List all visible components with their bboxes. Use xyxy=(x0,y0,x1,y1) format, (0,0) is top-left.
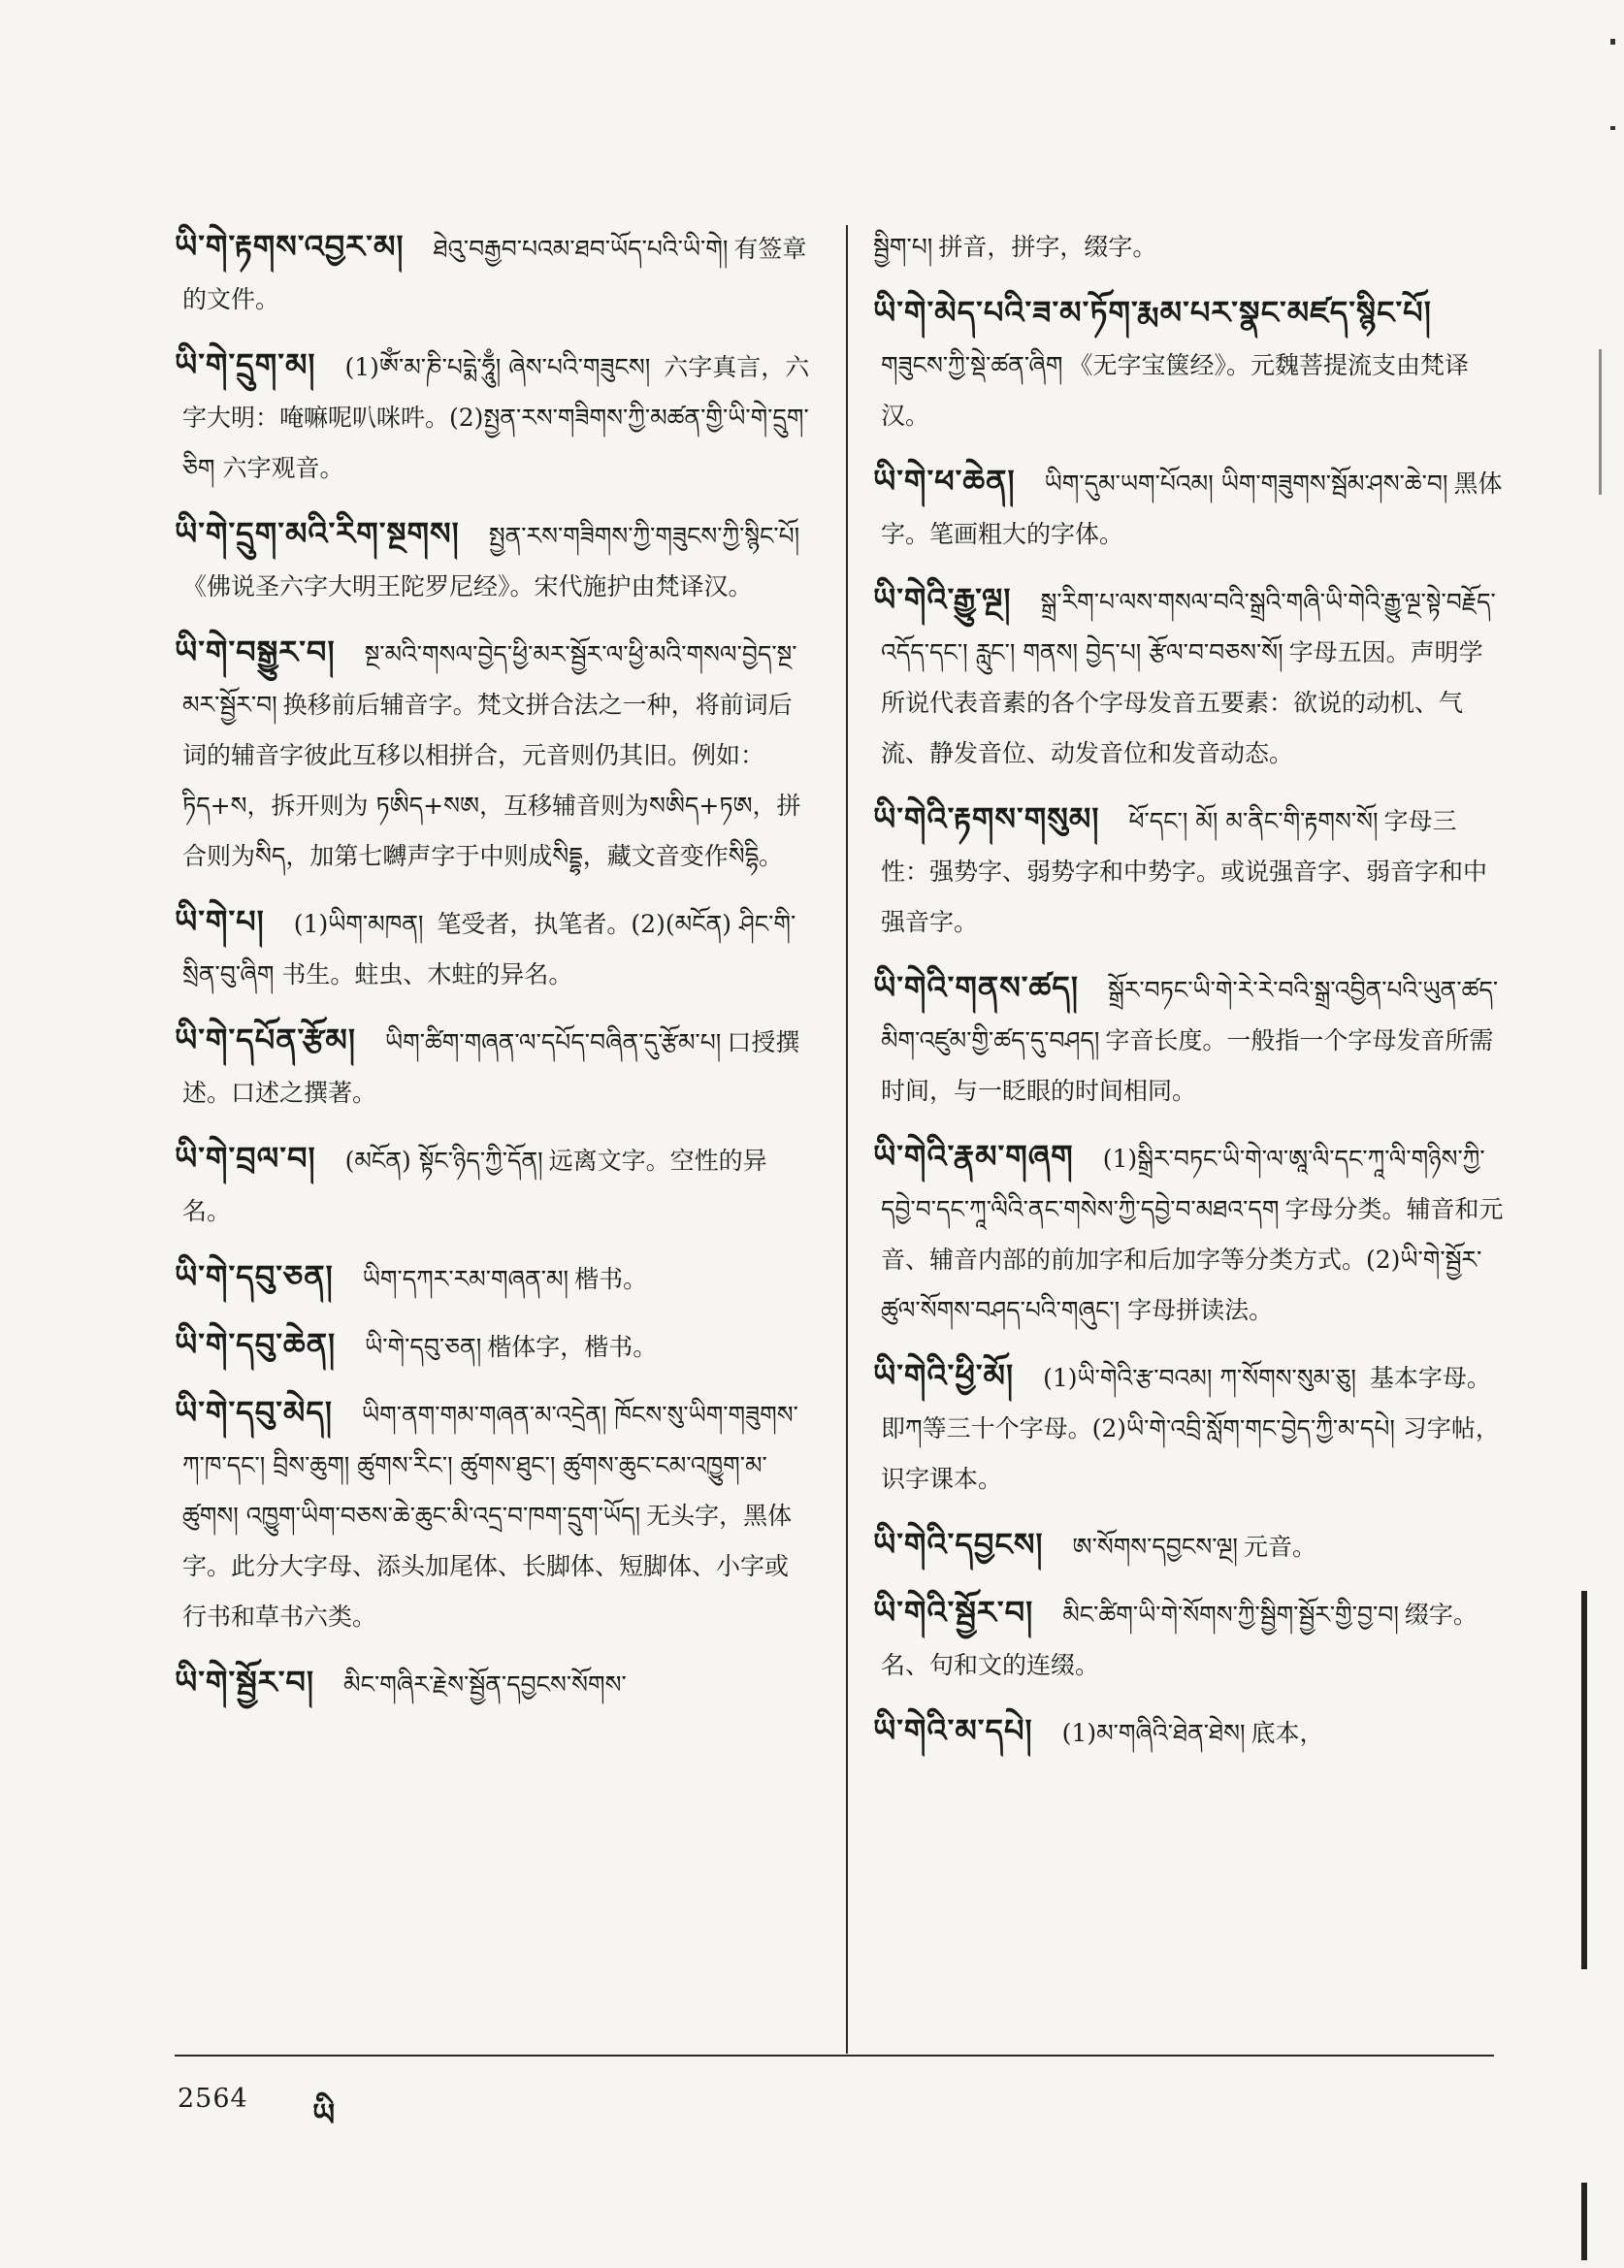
headword: ཡི་གེ་དྲུག་མ། xyxy=(175,346,316,383)
dictionary-entry xyxy=(873,1589,1504,1692)
tibetan-definition: ཐེའུ་བརྒྱབ་པའམ་ཐབ་ཡོད་པའི་ཡི་གེ། xyxy=(433,235,729,263)
edge-mark xyxy=(1599,349,1602,495)
chinese-definition: 无头字，黑体字。此分大字母、添头加尾体、长脚体、短脚体、小字或行书和草书六类。 xyxy=(182,1502,793,1631)
chinese-definition: 《佛说圣六字大明王陀罗尼经》。宋代施护由梵译汉。 xyxy=(182,572,753,600)
tibetan-definition: མིང་གཞིར་རྗེས་སྦྱོན་དབྱངས་སོགས་ xyxy=(343,1670,627,1699)
dictionary-entry xyxy=(175,1253,810,1306)
tibetan-definition: སྒྲ་རིག་པ་ལས་གསལ་བའི་སྒྲའི་གཞི་ཡི་གེའི་རྒྱུ་ལྔ་སྟེ་བརྗོད་འདོད་དང་། རླུང་། གནས། བྱེད་པ། རྩོལ་བ་བཅས་སོ། xyxy=(881,588,1496,666)
dictionary-entry xyxy=(873,223,1504,274)
chinese-definition: 元音。 xyxy=(1243,1533,1316,1561)
headword: ཡི་གེའི་སྦྱོར་བ། xyxy=(873,1594,1034,1631)
tibetan-definition: (མངོན) སྟོང་ཉིད་ཀྱི་དོན། xyxy=(344,1147,543,1175)
dictionary-entry xyxy=(873,1133,1504,1337)
chinese-definition: 换移前后辅音字。梵文拼合法之一种，将前词后词的辅音字彼此互移以相拼合，元音则仍其旧。例如：ཏིད+ས，拆开则为 ཏཨིད+སཨ，互移辅音则为སཨིད+ཏཨ，拼合则为སིད，加第七嚩声字于中则成སིདྡྷ，藏文音变作སིདྷི。 xyxy=(182,691,801,870)
headword: ཡི་གེ་དབུ་མེད། xyxy=(175,1394,334,1431)
dictionary-entry xyxy=(175,510,810,613)
footer-rule xyxy=(175,2055,1494,2057)
chinese-definition: 笔受者，执笔者。(2)(མངོན) ཤིང་གི་སྲིན་བུ་ཞིག 书生。蛀虫、木蛀的异名。 xyxy=(182,910,796,988)
left-column xyxy=(175,223,810,1727)
chinese-definition: 六字真言，六字大明：唵嘛呢叭咪吽。(2)སྤྱན་རས་གཟིགས་ཀྱི་མཚན་གྱི་ཡི་གེ་དྲུག་ཅིག 六字观音。 xyxy=(182,353,810,482)
column-divider xyxy=(846,225,848,2054)
dictionary-entry xyxy=(175,1017,810,1119)
tibetan-definition: (1)ཨོཾ་མ་ཎི་པདྨེ་ཧཱུྃ། ཞེས་པའི་གཟུངས། xyxy=(344,353,659,381)
dictionary-entry xyxy=(175,1135,810,1238)
headword: ཡི་གེའི་དབྱངས། xyxy=(873,1526,1044,1563)
dictionary-entry xyxy=(873,576,1504,780)
headword: ཡི་གེ་དབུ་ཅན། xyxy=(175,1258,334,1295)
dictionary-entry xyxy=(873,1707,1504,1760)
tibetan-definition: སྤྱན་རས་གཟིགས་ཀྱི་གཟུངས་ཀྱི་སྙིང་པོ། xyxy=(488,522,800,550)
headword: ཡི་གེའི་རྣམ་གཞག xyxy=(873,1138,1074,1175)
dictionary-entry xyxy=(175,341,810,495)
tibetan-definition: (1)ཡིག་མཁན། xyxy=(293,910,432,938)
dictionary-entry xyxy=(873,1352,1504,1506)
headword: ཡི་གེའི་གནས་ཚད། xyxy=(873,969,1079,1006)
chinese-definition: 《无字宝箧经》。元魏菩提流支由梵译汉。 xyxy=(881,351,1469,430)
tibetan-definition: (1)མ་གཞིའི་ཐེན་ཐེས། xyxy=(1061,1719,1246,1747)
dictionary-entry xyxy=(175,1321,810,1374)
chinese-definition: 字音长度。一般指一个字母发音所需时间，与一眨眼的时间相同。 xyxy=(881,1026,1494,1105)
tibetan-definition: ཡིག་ནག་གམ་གཞན་མ་འདྲེན། ཁོངས་སུ་ཡིག་གཟུགས་ཀ་ཁ་དང་། བྲིས་ཆུག། ཚུགས་རིང་། ཚུགས་ཐུང་། ཚུགས་ཆུང་ངམ་འཁྱུག་མ་ཚུགས། འཁྱུག་ཡིག་བཅས་ཆེ་ཆུང་མི་འདྲ་བ་ཁག་དྲུག་ཡོད། xyxy=(182,1401,798,1530)
tibetan-definition: ཡི་གེ་དབུ་ཅན། xyxy=(365,1333,482,1361)
right-column xyxy=(873,223,1504,1775)
tibetan-definition: ཨ་སོགས་དབྱངས་ལྔ། xyxy=(1072,1533,1238,1561)
headword: ཡི་གེ་ཕ་ཆེན། xyxy=(873,463,1016,500)
dictionary-entry xyxy=(175,1389,810,1643)
dictionary-entry xyxy=(873,289,1504,442)
chinese-definition: 缀字。名、句和文的连缀。 xyxy=(881,1601,1478,1679)
edge-mark xyxy=(1581,2183,1587,2260)
tibetan-definition: སྦྱིག་པ། xyxy=(873,233,933,261)
dictionary-entry xyxy=(175,1659,810,1711)
chinese-definition: 黑体字。笔画粗大的字体。 xyxy=(881,470,1503,548)
chinese-definition: 字母五因。声明学所说代表音素的各个字母发音五要素：欲说的动机、气流、静发音位、动发音位和发音动态。 xyxy=(881,638,1483,767)
headword: ཡི་གེའི་རྟགས་གསུམ། xyxy=(873,800,1100,837)
chinese-definition: 楷体字，楷书。 xyxy=(487,1333,658,1361)
section-letter: ཡི xyxy=(312,2096,336,2133)
tibetan-definition: གཟུངས་ཀྱི་སྡེ་ཚན་ཞིག xyxy=(881,351,1063,379)
chinese-definition: 基本字母。即ཀ等三十个字母。(2)ཡི་གེ་འབྲི་སློག་གང་བྱེད་ཀྱི་མ་དཔེ། 习字帖，识字课本。 xyxy=(881,1364,1500,1493)
chinese-definition: 有签章的文件。 xyxy=(182,235,807,313)
headword: ཡི་གེ་བསྒྱུར་བ། xyxy=(175,633,336,670)
chinese-definition: 字母分类。辅音和元音、辅音内部的前加字和后加字等分类方式。(2)ཡི་གེ་སྦྱོར་ཚུལ་སོགས་བཤད་པའི་གཞུང་། 字母拼读法。 xyxy=(881,1195,1504,1324)
headword: ཡི་གེ་དཔོན་རྩོམ། xyxy=(175,1021,357,1058)
headword: ཡི་གེ་རྟགས་འབྱར་མ། xyxy=(175,228,405,265)
tibetan-definition: ཡིག་ཚིག་གཞན་ལ་དཔོད་བཞིན་དུ་རྩོམ་པ། xyxy=(385,1028,722,1056)
page-number: 2564 xyxy=(178,2084,248,2114)
tibetan-definition: མིང་ཚིག་ཡི་གེ་སོགས་ཀྱི་སྦྱིག་སྦྱོར་གྱི་བྱ་བ། xyxy=(1062,1601,1399,1629)
headword: ཡི་གེ་བྲལ་བ། xyxy=(175,1140,316,1177)
dictionary-entry xyxy=(873,964,1504,1118)
dictionary-entry xyxy=(175,223,810,326)
chinese-definition: 楷书。 xyxy=(574,1265,648,1293)
tibetan-definition: སྒྲོར་བཏང་ཡི་གེ་རེ་རེ་བའི་སྒྲ་འབྱིན་པའི་ཡུན་ཚད་མིག་འཛུམ་གྱི་ཚད་དུ་བཤད། xyxy=(881,976,1499,1054)
chinese-definition: 字母三性：强势字、弱势字和中势字。或说强音字、弱音字和中强音字。 xyxy=(881,807,1488,936)
chinese-definition: 口授撰述。口述之撰著。 xyxy=(182,1028,800,1107)
chinese-definition: 底本， xyxy=(1250,1719,1324,1747)
edge-mark xyxy=(1610,126,1615,130)
headword: ཡི་གེ་པ། xyxy=(175,903,265,940)
tibetan-definition: སྔ་མའི་གསལ་བྱེད་ཕྱི་མར་སྦྱོར་ལ་ཕྱི་མའི་གསལ་བྱེད་སྔ་མར་སྦྱོར་བ། xyxy=(182,640,797,719)
edge-mark xyxy=(1610,39,1615,45)
dictionary-entry xyxy=(873,1521,1504,1573)
headword: ཡི་གེ་དབུ་ཆེན། xyxy=(175,1326,337,1363)
dictionary-entry xyxy=(175,629,810,883)
dictionary-entry xyxy=(873,458,1504,561)
tibetan-definition: ཡིག་དུམ་ཡག་པོའམ། ཡིག་གཟུགས་སྦོམ་ཤས་ཆེ་བ། xyxy=(1044,470,1448,498)
dictionary-entry xyxy=(873,795,1504,949)
tibetan-definition: ཡིག་དཀར་རམ་གཞན་མ། xyxy=(362,1265,569,1293)
tibetan-definition: (1)ཡི་གེའི་རྩ་བའམ། ཀ་སོགས་སུམ་ཅུ། xyxy=(1043,1364,1364,1392)
chinese-definition: 拼音，拼字，缀字。 xyxy=(938,233,1157,261)
headword: ཡི་གེའི་མ་དཔེ། xyxy=(873,1712,1033,1749)
headword: ཡི་གེ་མེད་པའི་ཟ་མ་ཏོག་རྨམ་པར་སྣང་མཛད་སྙིང་པོ། xyxy=(873,294,1432,331)
chinese-definition: 远离文字。空性的异名。 xyxy=(182,1147,767,1225)
tibetan-definition: (1)སྒྲིར་བཏང་ཡི་གེ་ལ་ཨཱ་ལི་དང་ཀཱ་ལི་གཉིས་ཀྱི་དབྱེ་བ་དང་ཀཱ་ལིའི་ནང་གསེས་ཀྱི་དབྱེ་བ་མཐའ་དག xyxy=(881,1145,1485,1223)
edge-mark xyxy=(1581,1591,1587,1969)
headword: ཡི་གེའི་ཕྱི་མོ། xyxy=(873,1357,1015,1394)
headword: ཡི་གེ་སྦྱོར་བ། xyxy=(175,1664,315,1701)
headword: ཡི་གེའི་རྒྱུ་ལྔ། xyxy=(873,581,1012,618)
headword: ཡི་གེ་དྲུག་མའི་རིག་སྔགས། xyxy=(175,515,460,552)
dictionary-entry xyxy=(175,898,810,1001)
tibetan-definition: ཕོ་དང་། མོ། མ་ནིང་གི་རྟགས་སོ། xyxy=(1128,807,1379,835)
